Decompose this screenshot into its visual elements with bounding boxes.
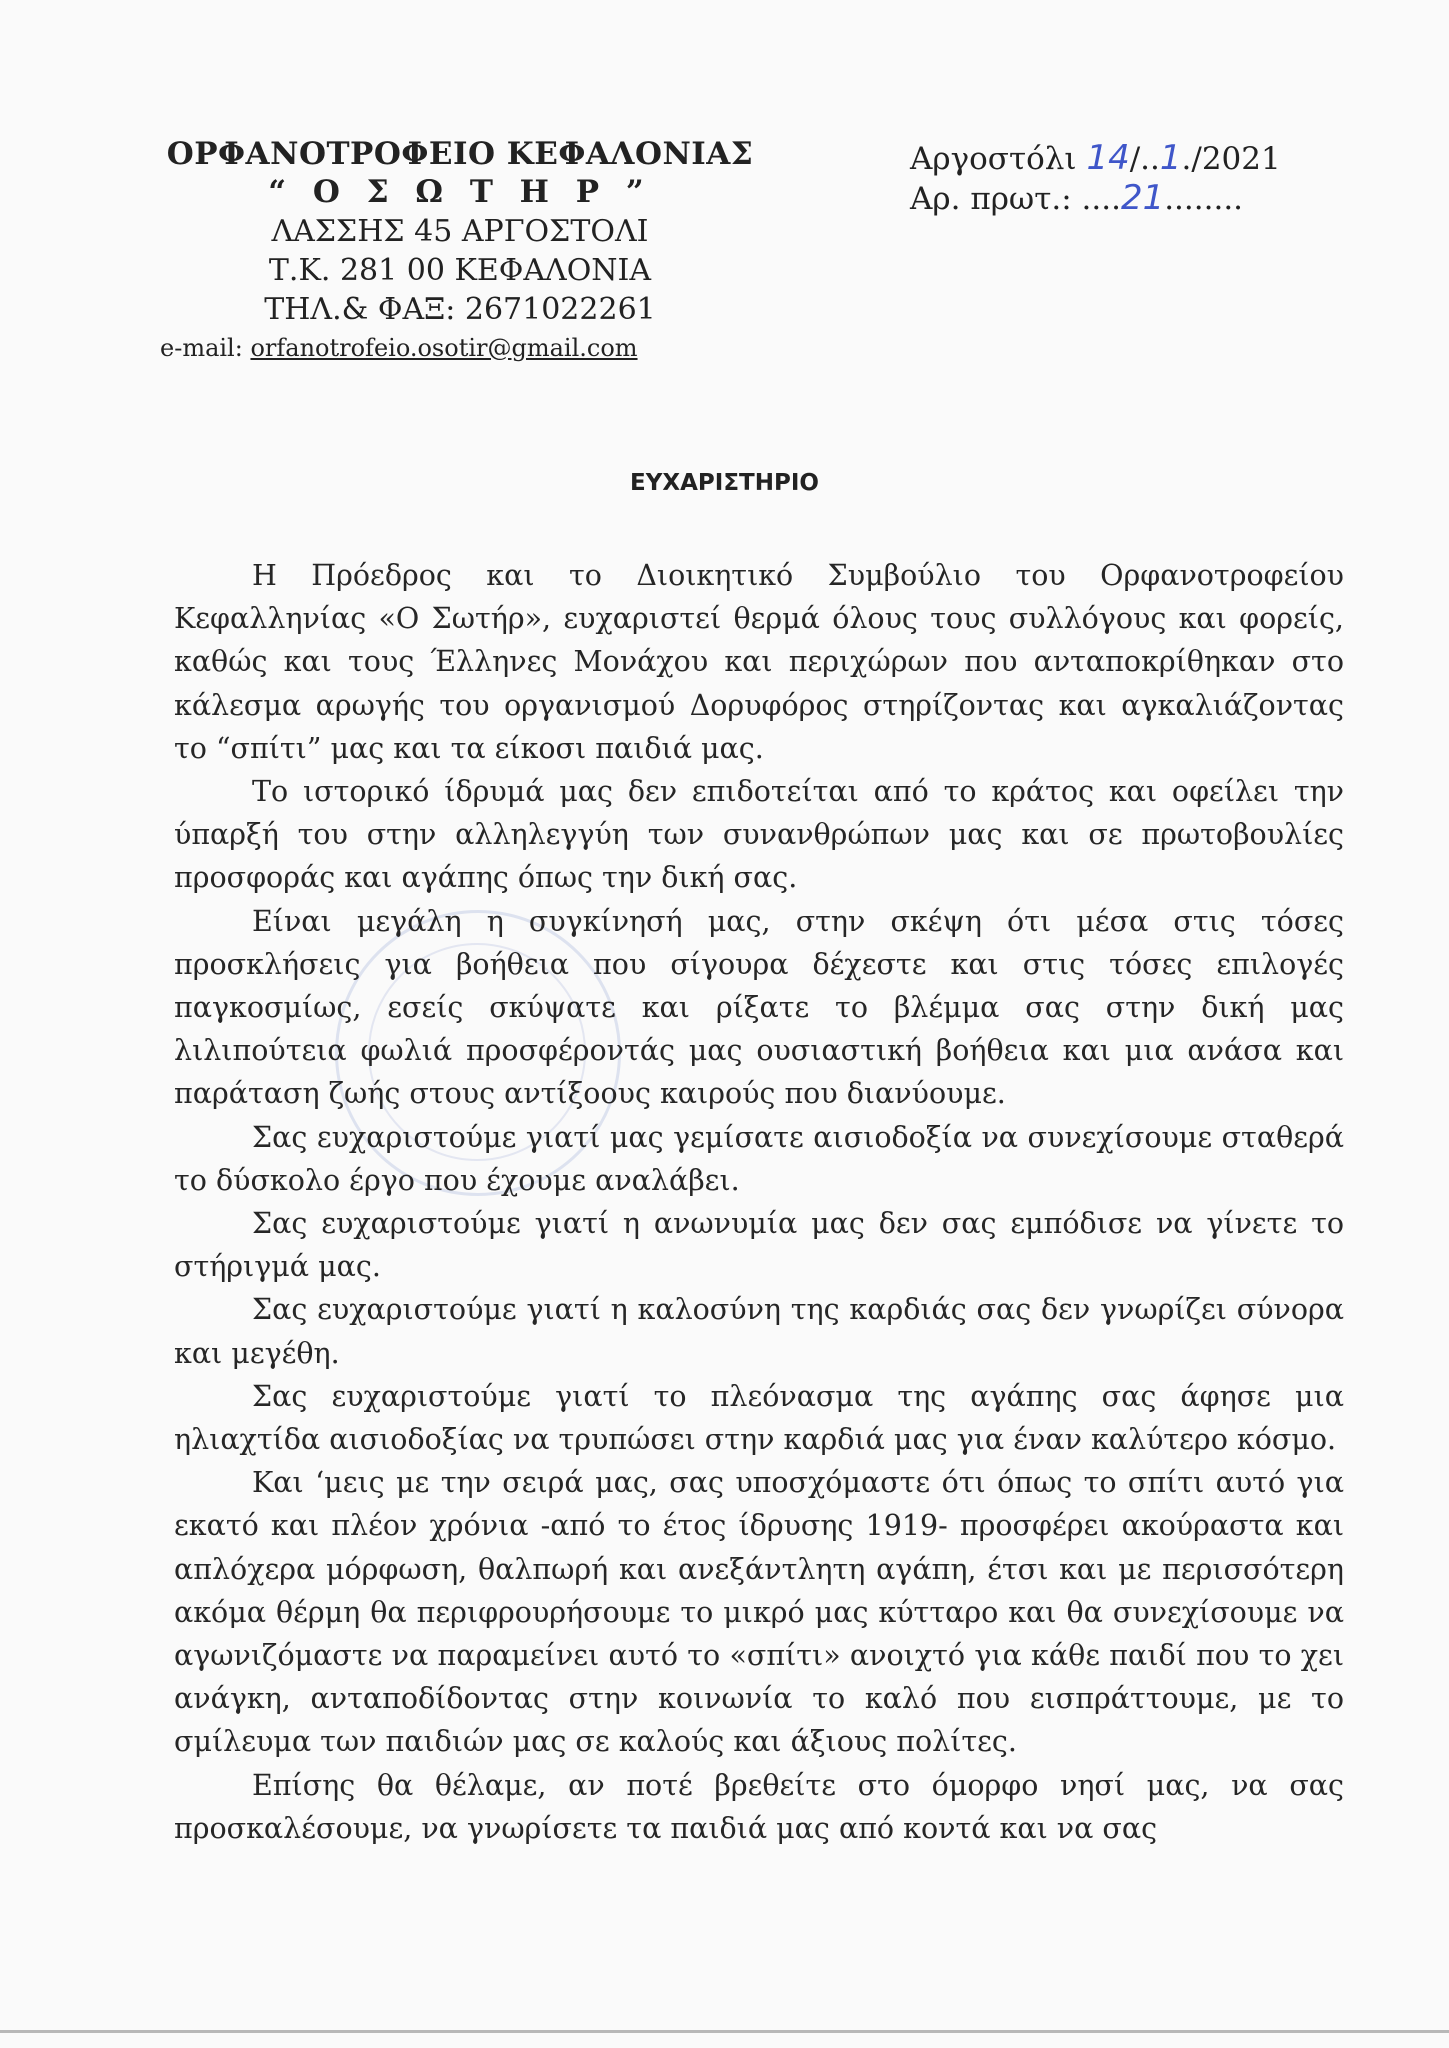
paragraph: Σας ευχαριστούμε γιατί η καλοσύνη της καρδιάς σας δεν γνωρίζει σύνορα και μεγέθη. <box>174 1293 1344 1370</box>
org-name: ΟΡΦΑΝΟΤΡΟΦΕΙΟ ΚΕΦΑΛΟΝΙΑΣ <box>166 136 754 172</box>
place-label: Αργοστόλι <box>910 141 1077 177</box>
paragraph: Επίσης θα θέλαμε, αν ποτέ βρεθείτε στο όμορφο νησί μας, να σας προσκαλέσουμε, να γνωρίσετε τα παιδιά μας από κοντά και να σας <box>174 1768 1344 1845</box>
email-address: orfanotrofeio.osotir@gmail.com <box>250 334 638 362</box>
paragraph: Είναι μεγάλη η συγκίνησή μας, στην σκέψη ότι μέσα στις τόσες προσκλήσεις για βοήθεια που σίγουρα δέχεστε και στις τόσες επιλογές παγκοσμίως, εσείς σκύψατε και ρίξατε το βλέμμα σας στην δική μας λιλιπούτεια φωλιά προσφέροντάς μας ουσιαστική βοήθεια και μια ανάσα και παράταση ζωής στους αντίξοους καιρούς που διανύουμε. <box>174 904 1344 1111</box>
paragraph: Σας ευχαριστούμε γιατί το πλεόνασμα της αγάπης σας άφησε μια ηλιαχτίδα αισιοδοξίας να τρυπώσει στην καρδιά μας για έναν καλύτερο κόσμο. <box>174 1379 1344 1457</box>
protocol-label: Αρ. πρωτ.: <box>910 181 1072 217</box>
protocol-number: 21 <box>1120 178 1165 218</box>
paragraph: Και ‘μεις με την σειρά μας, σας υποσχόμαστε ότι όπως το σπίτι αυτό για εκατό και πλέον χρόνια -από το έτος ίδρυσης 1919- προσφέρει ακούραστα και απλόχερα μόρφωση, θαλπωρή και ανεξάντλητη αγάπη, έτσι και με περισσότερη ακόμα θέρμη θα περιφρουρήσουμε το μικρό μας κύτταρο και θα συνεχίσουμε να αγωνιζόμαστε να παραμείνει αυτό το «σπίτι» ανοιχτό για κάθε παιδί που το χει ανάγκη, ανταποδίδοντας στην κοινωνία το καλό που εισπράττουμε, με το σμίλευμα των παιδιών μας σε καλούς και άξιους πολίτες. <box>174 1466 1344 1759</box>
document-title: ΕΥΧΑΡΙΣΤΗΡΙΟ <box>630 470 819 496</box>
email-label: e-mail: <box>160 334 243 362</box>
date-month: 1 <box>1159 138 1182 178</box>
protocol-line: Αρ. πρωτ.: ....21........ <box>910 178 1244 218</box>
letterhead <box>140 136 780 327</box>
date-year: /2021 <box>1191 141 1281 177</box>
date-day: 14 <box>1086 138 1130 178</box>
org-email-line <box>160 334 638 362</box>
org-short-name: “ Ο Σ Ω Τ Η Ρ ” <box>268 174 652 210</box>
paragraph: Σας ευχαριστούμε γιατί μας γεμίσατε αισιοδοξία να συνεχίσουμε σταθερά το δύσκολο έργο που έχουμε αναλάβει. <box>174 1120 1344 1197</box>
paragraph: Το ιστορικό ίδρυμά μας δεν επιδοτείται από το κράτος και οφείλει την ύπαρξή του στην αλληλεγγύη των συνανθρώπων μας και σε πρωτοβουλίες προσφοράς και αγάπης όπως την δική σας. <box>174 775 1344 895</box>
org-address: ΛΑΣΣΗΣ 45 ΑΡΓΟΣΤΟΛΙ <box>271 214 649 249</box>
paragraph: Η Πρόεδρος και το Διοικητικό Συμβούλιο του Ορφανοτροφείου Κεφαλληνίας «Ο Σωτήρ», ευχαριστεί θερμά όλους τους συλλόγους και φορείς, καθώς και τους Έλληνες Μονάχου και περιχώρων που ανταποκρίθηκαν στο κάλεσμα αρωγής του οργανισμού Δορυφόρος στηρίζοντας και αγκαλιάζοντας το “σπίτι” μας και τα είκοσι παιδιά μας. <box>174 559 1344 765</box>
date-line: Αργοστόλι 14/..1./2021 <box>910 138 1281 178</box>
paragraph: Σας ευχαριστούμε γιατί η ανωνυμία μας δεν σας εμπόδισε να γίνετε το στήριγμά μας. <box>174 1207 1344 1284</box>
org-phone-fax: ΤΗΛ.& ΦΑΞ: 2671022261 <box>264 292 656 327</box>
date-protocol-block <box>910 138 1281 218</box>
page-bottom-edge <box>0 2030 1449 2033</box>
org-postal: Τ.Κ. 281 00 ΚΕΦΑΛΟΝΙΑ <box>268 253 652 288</box>
letter-body <box>174 554 1344 1850</box>
